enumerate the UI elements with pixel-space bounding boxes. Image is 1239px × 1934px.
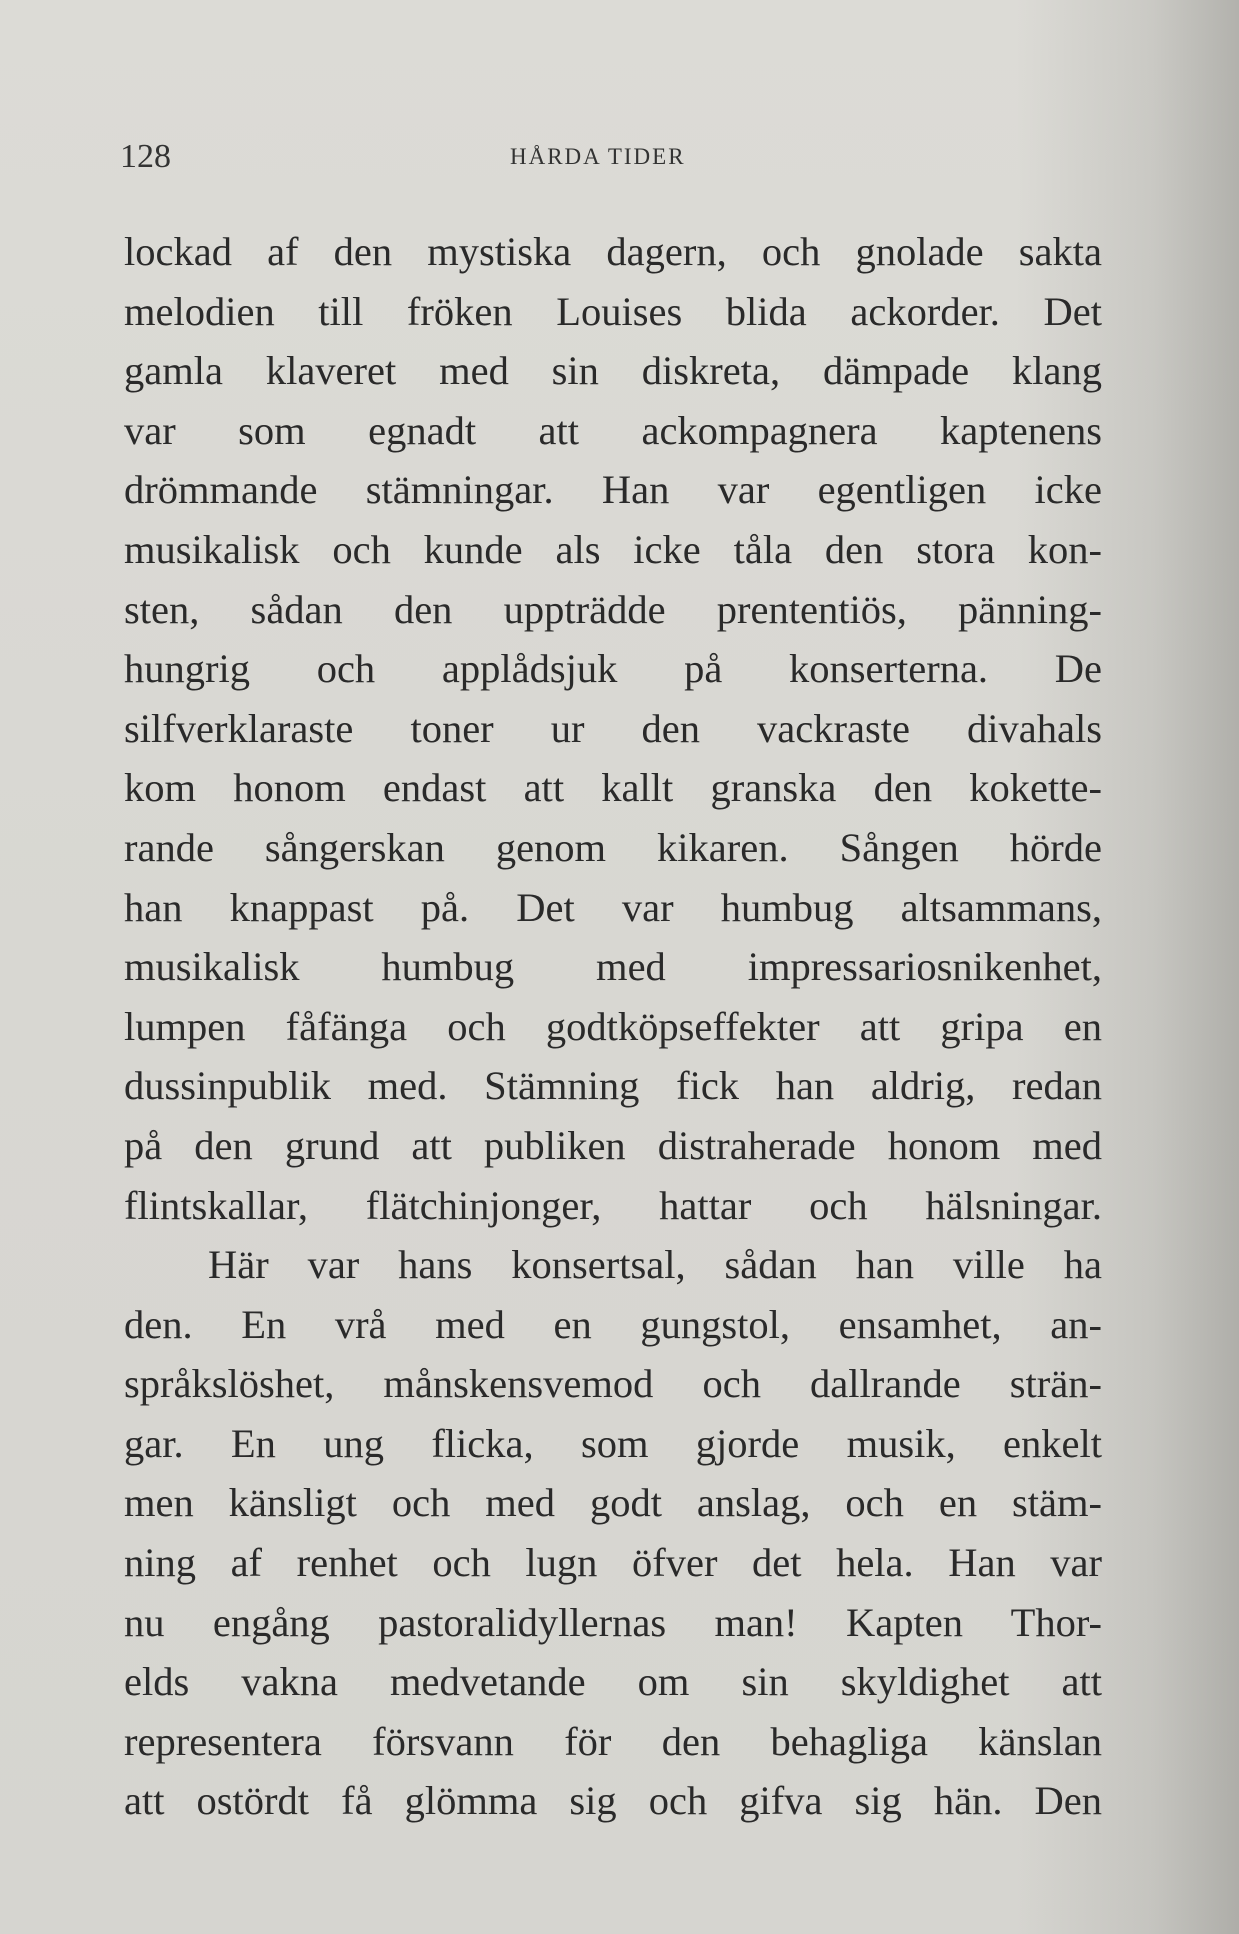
text-line: ning af renhet och lugn öfver det hela. Han var [124, 1540, 1102, 1586]
page-header [120, 128, 1110, 178]
running-title: HÅRDA TIDER [510, 144, 686, 169]
text-line: men känsligt och med godt anslag, och en stäm- [124, 1480, 1102, 1526]
text-line: den. En vrå med en gungstol, ensamhet, an- [124, 1301, 1102, 1347]
page-number: 128 [120, 138, 171, 175]
text-line-paragraph-start: Här var hans konsertsal, sådan han ville ha [208, 1242, 1102, 1288]
text-line: att ostördt få glömma sig och gifva sig hän. Den [124, 1778, 1102, 1824]
text-line: gamla klaveret med sin diskreta, dämpade klang [124, 348, 1102, 394]
text-line: gar. En ung flicka, som gjorde musik, enkelt [124, 1420, 1102, 1466]
text-line: kom honom endast att kallt granska den kokette- [124, 765, 1102, 811]
text-line: musikalisk humbug med impressariosnikenhet, [124, 944, 1102, 990]
text-line: elds vakna medvetande om sin skyldighet att [124, 1659, 1102, 1705]
body-text [124, 222, 1102, 1831]
text-line: dussinpublik med. Stämning fick han aldrig, redan [124, 1063, 1102, 1109]
text-line: sten, sådan den uppträdde prententiös, pänning- [124, 586, 1102, 632]
text-line: flintskallar, flätchinjonger, hattar och hälsningar. [124, 1182, 1102, 1228]
text-line: lumpen fåfänga och godtköpseffekter att gripa en [124, 1003, 1102, 1049]
text-line: hungrig och applådsjuk på konserterna. De [124, 646, 1102, 692]
text-line: musikalisk och kunde als icke tåla den stora kon- [124, 526, 1102, 572]
text-line: melodien till fröken Louises blida ackorder. Det [124, 288, 1102, 334]
text-line: nu engång pastoralidyllernas man! Kapten Thor- [124, 1599, 1102, 1645]
text-line: silfverklaraste toner ur den vackraste divahals [124, 705, 1102, 751]
text-line: rande sångerskan genom kikaren. Sången hörde [124, 824, 1102, 870]
text-line: var som egnadt att ackompagnera kaptenens [124, 407, 1102, 453]
text-line: drömmande stämningar. Han var egentligen icke [124, 467, 1102, 513]
text-line: representera försvann för den behagliga känslan [124, 1718, 1102, 1764]
text-line: han knappast på. Det var humbug altsammans, [124, 884, 1102, 930]
text-line: lockad af den mystiska dagern, och gnolade sakta [124, 229, 1102, 274]
text-line: på den grund att publiken distraherade honom med [124, 1122, 1102, 1168]
text-line: språkslöshet, månskensvemod och dallrande strän- [124, 1361, 1102, 1407]
